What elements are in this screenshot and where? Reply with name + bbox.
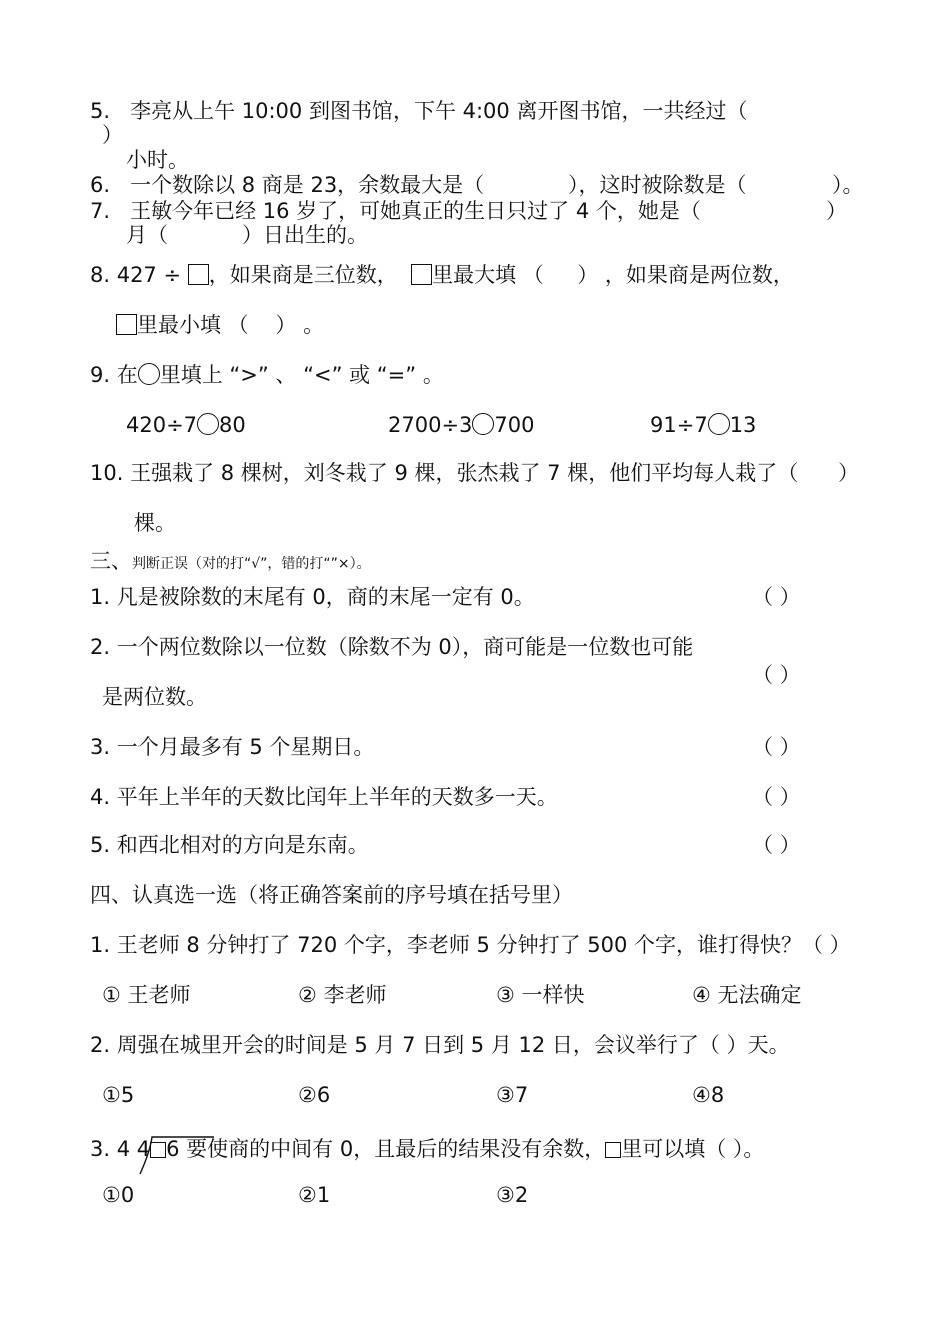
- question-5: 5. 李亮从上午 10:00 到图书馆，下午 4:00 离开图书馆，一共经过（: [90, 99, 748, 123]
- choice-question-3: 3. 4 4 6 要使商的中间有 0，且最后的结果没有余数， 里可以填（ ）。: [90, 1137, 765, 1161]
- judge-item-2: 2. 一个两位数除以一位数（除数不为 0），商可能是一位数也可能: [90, 635, 694, 659]
- judge-paren-2: （ ）: [752, 663, 801, 687]
- question-6-text-b: ），这时被除数是（: [568, 173, 747, 197]
- question-7-text-b: ）: [826, 199, 847, 223]
- choice-2-option-b: ②6: [298, 1083, 331, 1107]
- question-6: 6. 一个数除以 8 商是 23，余数最大是（: [90, 173, 485, 197]
- question-5-unit: 小时。: [126, 148, 189, 172]
- question-10: 10. 王强栽了 8 棵树，刘冬栽了 9 棵，张杰栽了 7 棵，他们平均每人栽了（: [90, 461, 799, 485]
- judge-item-2-line2: 是两位数。: [102, 685, 207, 709]
- section-4-heading: 四、认真选一选（将正确答案前的序号填在括号里）: [90, 883, 573, 907]
- long-division-bracket-icon: [134, 1134, 224, 1178]
- compare-item-2: 2700÷3 700: [388, 413, 535, 437]
- choice-1-option-d: ④ 无法确定: [692, 983, 802, 1007]
- judge-item-5: 5. 和西北相对的方向是东南。: [90, 833, 369, 857]
- question-8-line2: 里最小填 （ ） 。: [116, 312, 324, 338]
- choice-question-2: 2. 周强在城里开会的时间是 5 月 7 日到 5 月 12 日，会议举行了（ ）天。: [90, 1033, 790, 1057]
- question-6-text-c: ）。: [832, 173, 864, 197]
- blank-square-2: [411, 264, 432, 285]
- question-5-paren-close: ）: [102, 123, 123, 147]
- judge-paren-3: （ ）: [752, 735, 801, 759]
- choice-3-option-b: ②1: [298, 1183, 331, 1207]
- judge-paren-4: （ ）: [752, 785, 801, 809]
- question-8: 8. 427 ÷ ，如果商是三位数， 里最大填 （ ） ，如果商是两位数，: [90, 263, 794, 287]
- question-7: 7. 王敏今年已经 16 岁了，可她真正的生日只过了 4 个，她是（: [90, 199, 701, 223]
- choice-question-1: 1. 王老师 8 分钟打了 720 个字，李老师 5 分钟打了 500 个字，谁打得快？（ ）: [90, 933, 851, 957]
- judge-item-4: 4. 平年上半年的天数比闰年上半年的天数多一天。: [90, 785, 558, 809]
- choice-2-option-c: ③7: [496, 1083, 529, 1107]
- choice-3-option-c: ③2: [496, 1183, 529, 1207]
- blank-circle-icon: [472, 413, 494, 435]
- choice-1-option-c: ③ 一样快: [496, 983, 585, 1007]
- section-3-heading: 三、判断正误（对的打“√”，错的打“”×）。: [90, 549, 371, 573]
- choice-2-option-a: ①5: [102, 1083, 135, 1107]
- judge-paren-1: （ ）: [752, 585, 801, 609]
- blank-square-1: [188, 264, 209, 285]
- question-10-unit: 棵。: [134, 511, 176, 535]
- question-7-text-d: ）日出生的。: [242, 223, 368, 247]
- judge-item-3: 3. 一个月最多有 5 个星期日。: [90, 735, 375, 759]
- choice-1-option-a: ① 王老师: [102, 983, 191, 1007]
- question-5-text: 李亮从上午 10:00 到图书馆，下午 4:00 离开图书馆，一共经过（: [130, 99, 748, 123]
- compare-item-1: 420÷7 80: [126, 413, 246, 437]
- choice-1-option-b: ② 李老师: [298, 983, 387, 1007]
- question-9: 9. 在 里填上 “>” 、 “<” 或 “=” 。: [90, 363, 444, 387]
- judge-item-1: 1. 凡是被除数的末尾有 0，商的末尾一定有 0。: [90, 585, 535, 609]
- blank-circle-icon: [138, 363, 160, 385]
- choice-2-option-d: ④8: [692, 1083, 725, 1107]
- judge-paren-5: （ ）: [752, 833, 801, 857]
- choice-3-option-a: ①0: [102, 1183, 135, 1207]
- blank-square-3: [116, 314, 137, 335]
- compare-item-3: 91÷7 13: [650, 413, 757, 437]
- blank-circle-icon: [708, 413, 730, 435]
- question-10-text-b: ）: [838, 461, 859, 485]
- blank-circle-icon: [197, 413, 219, 435]
- blank-square-5: [605, 1142, 621, 1158]
- question-7-line2: 月（: [126, 223, 168, 247]
